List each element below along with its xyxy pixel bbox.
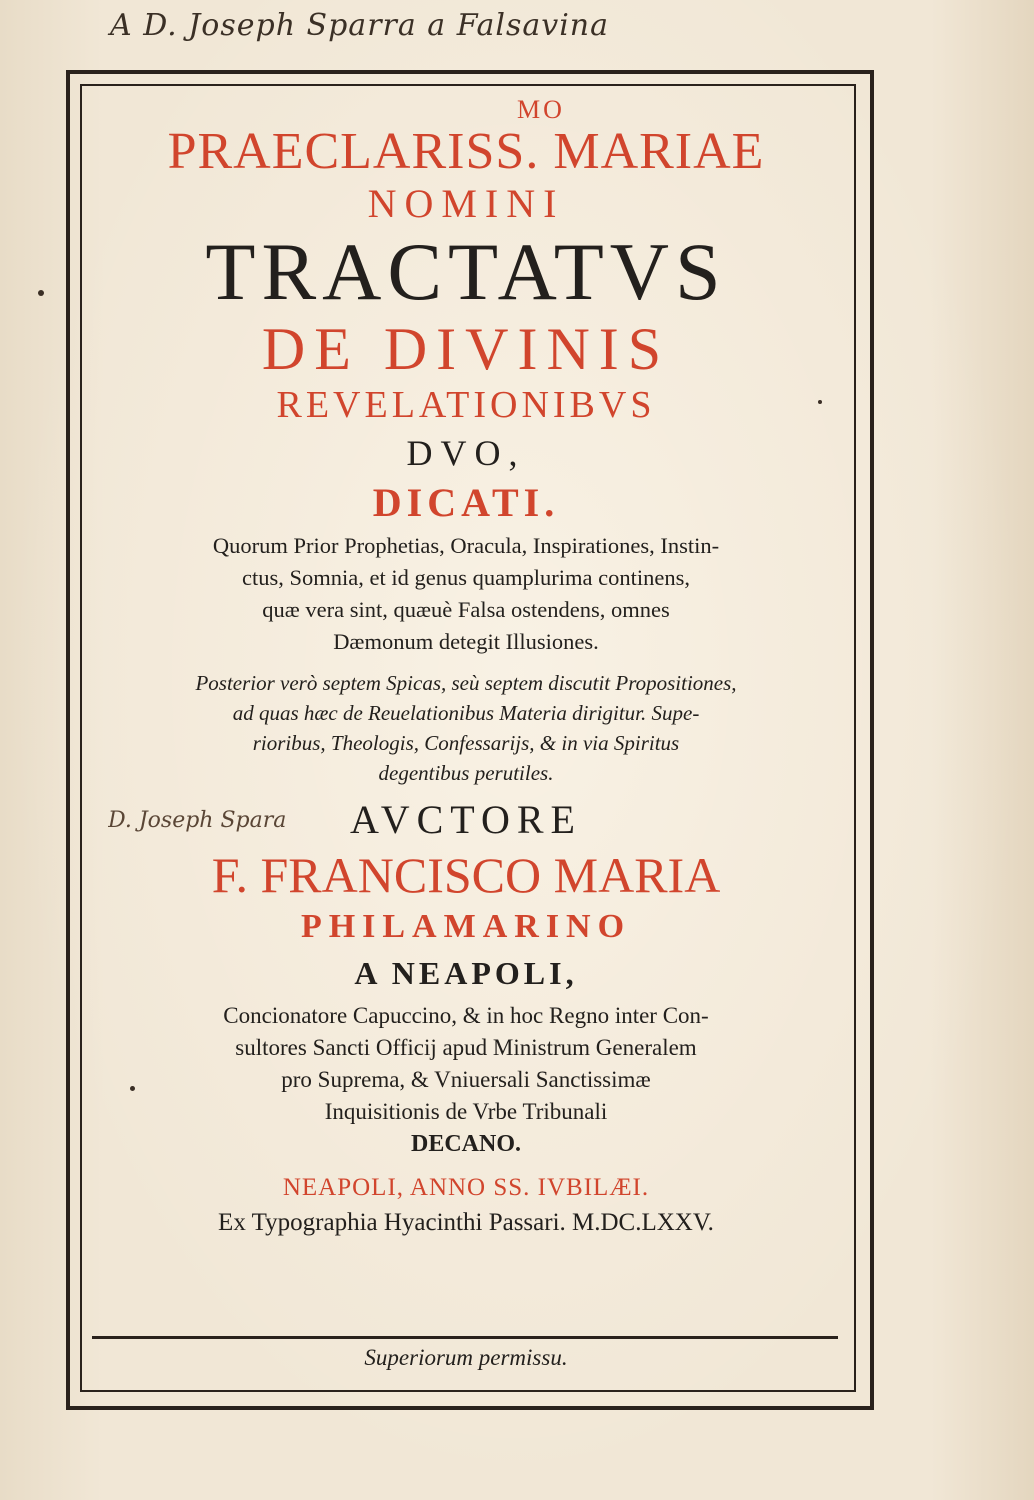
posterior-paragraph bbox=[84, 668, 848, 788]
permission-line: Superiorum permissu. bbox=[364, 1345, 568, 1370]
office-line: sultores Sancti Officij apud Ministrum Generalem bbox=[235, 1035, 697, 1060]
posterior-line: rioribus, Theologis, Confessarijs, & in via Spiritus bbox=[252, 731, 680, 755]
title-line-7: DICATI. bbox=[372, 480, 560, 525]
imprint-divider-rule bbox=[92, 1336, 838, 1339]
title-line-2: NOMINI bbox=[367, 181, 565, 226]
decano: DECANO. bbox=[410, 1131, 521, 1157]
imprint-place-year: NEAPOLI, ANNO SS. IVBILÆI. bbox=[282, 1174, 650, 1201]
description-paragraph bbox=[84, 530, 848, 658]
title-line-1 bbox=[84, 124, 848, 180]
title-superscript: MO bbox=[517, 95, 565, 124]
office-line: pro Suprema, & Vniuersali Sanctissimæ bbox=[281, 1067, 651, 1092]
office-line: Concionatore Capuccino, & in hoc Regno inter Con- bbox=[223, 1003, 709, 1028]
office-line: Inquisitionis de Vrbe Tribunali bbox=[324, 1099, 608, 1124]
description-line: quæ vera sint, quæuè Falsa ostendens, omnes bbox=[262, 597, 670, 622]
author-name-line-1: F. FRANCISCO MARIA bbox=[211, 847, 721, 903]
title-mariae: MARIAE bbox=[553, 123, 765, 180]
posterior-line: Posterior verò septem Spicas, seù septem discutit Propositiones, bbox=[195, 671, 737, 695]
title-line-4: DE DIVINIS bbox=[261, 316, 671, 382]
title-line-6: DVO, bbox=[406, 433, 526, 473]
handwritten-inscription-margin: D. Joseph Spara bbox=[108, 808, 287, 833]
description-line: Quorum Prior Prophetias, Oracula, Inspirationes, Instin- bbox=[212, 533, 720, 558]
auctore-heading: AVCTORE bbox=[349, 797, 582, 842]
ink-speck bbox=[38, 290, 44, 296]
author-origin: A NEAPOLI, bbox=[354, 955, 578, 991]
handwritten-inscription-top: A D. Joseph Sparra a Falsavina bbox=[110, 8, 610, 43]
title-block bbox=[84, 96, 848, 1240]
posterior-line: degentibus perutiles. bbox=[378, 761, 554, 785]
description-line: Dæmonum detegit Illusiones. bbox=[333, 629, 599, 654]
title-praeclariss: PRAECLARISS. bbox=[167, 123, 540, 180]
imprint-printer: Ex Typographia Hyacinthi Passari. M.DC.LXXV. bbox=[218, 1209, 714, 1236]
author-name-line-2: PHILAMARINO bbox=[300, 908, 632, 945]
description-line: ctus, Somnia, et id genus quamplurima continens, bbox=[241, 565, 691, 590]
office-paragraph bbox=[84, 1000, 848, 1128]
ink-speck bbox=[130, 1086, 135, 1091]
ink-speck bbox=[818, 400, 822, 404]
posterior-line: ad quas hæc de Reuelationibus Materia dirigitur. Supe- bbox=[232, 701, 700, 725]
title-line-5: REVELATIONIBVS bbox=[276, 384, 656, 426]
title-line-3: TRACTATVS bbox=[205, 226, 727, 317]
